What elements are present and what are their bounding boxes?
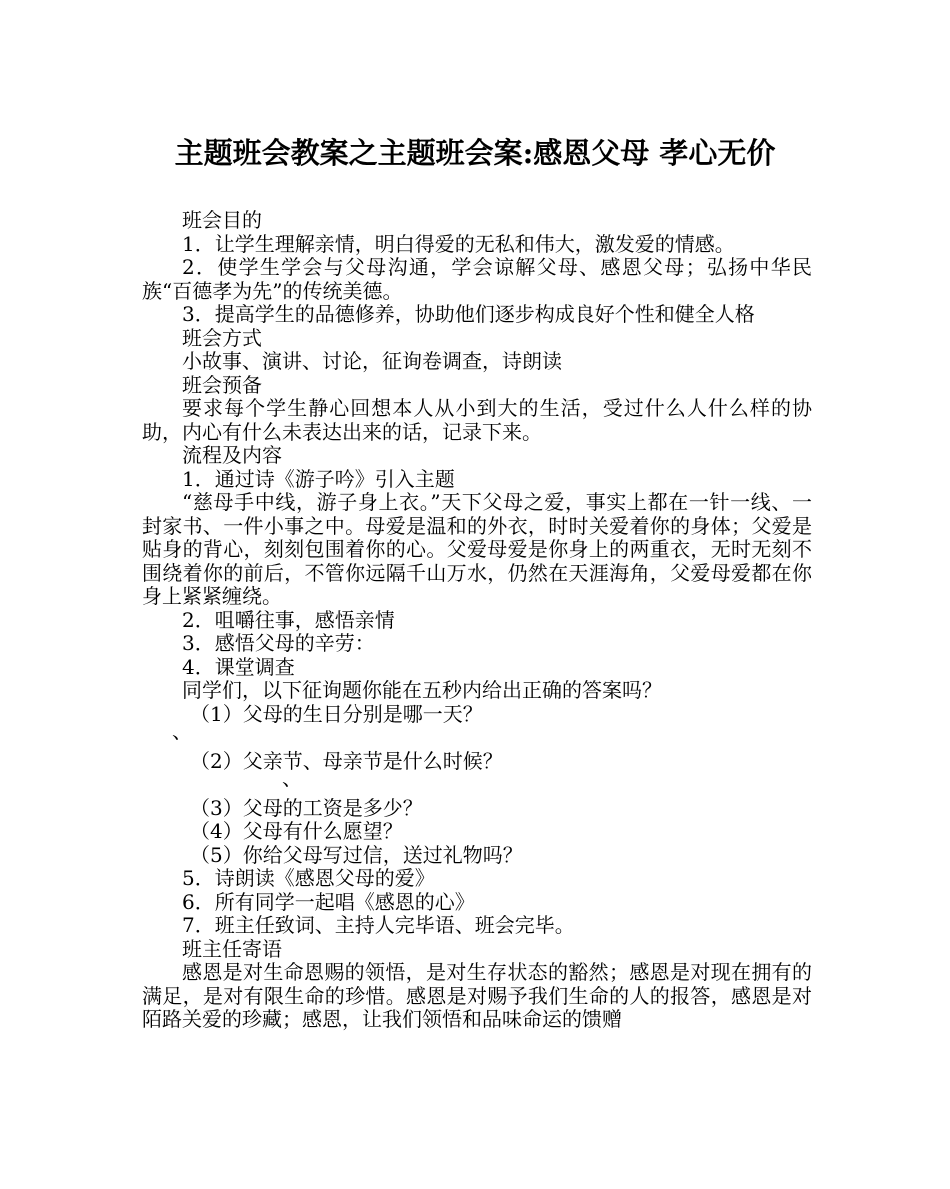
answer-blank-mark-2 xyxy=(142,766,812,797)
survey-question-2: （2）父亲节、母亲节是什么时候？ xyxy=(190,748,503,773)
method-text: 小故事、演讲、讨论，征询卷调查，诗朗读 xyxy=(182,349,562,373)
process-step-6: 6．所有同学一起唱《感恩的心》 xyxy=(182,889,475,914)
answer-blank-mark-1 xyxy=(142,719,812,750)
teacher-message-text: 感恩是对生命恩赐的领悟，是对生存状态的豁然；感恩是对现在拥有的满足，是对有限生命的珍惜。感恩是对赐予我们生命的人的报答，感恩是对陌路关爱的珍藏；感恩，让我们领悟和品味命运的馈赠 xyxy=(142,960,812,1031)
survey-question-1: （1）父母的生日分别是哪一天？ xyxy=(190,701,483,726)
heading-preparation: 班会预备 xyxy=(182,372,262,397)
process-step-3: 3．感悟父母的辛劳： xyxy=(182,631,375,655)
poem-intro-text: “慈母手中线，游子身上衣。”天下父母之爱，事实上都在一针一线、一封家书、一件小事之中。母爱是温和的外衣，时时关爱着你的身体；父爱是贴身的背心，刻刻包围着你的心。父爱母爱是你身上的两重衣，无时无刻不围绕着你的前后，不管你远隔千山万水，仍然在天涯海角，父爱母爱都在你身上紧紧缠绕。 xyxy=(142,490,812,608)
answer-blank-mark-2-text: 、 xyxy=(282,766,302,790)
purpose-item-1: 1．让学生理解亲情，明白得爱的无私和伟大，激发爱的情感。 xyxy=(182,231,735,256)
process-step-5: 5．诗朗读《感恩父母的爱》 xyxy=(182,866,435,890)
preparation-text: 要求每个学生静心回想本人从小到大的生活，受过什么人什么样的协助，内心有什么未表达出来的话，记录下来。 xyxy=(142,396,812,444)
heading-process: 流程及内容 xyxy=(182,443,282,467)
survey-intro: 同学们，以下征询题你能在五秒内给出正确的答案吗？ xyxy=(182,678,662,702)
heading-method: 班会方式 xyxy=(182,325,262,350)
heading-teacher-message: 班主任寄语 xyxy=(182,936,282,961)
process-step-7: 7．班主任致词、主持人完毕语、班会完毕。 xyxy=(182,913,575,937)
survey-question-5: （5）你给父母写过信，送过礼物吗？ xyxy=(190,842,523,867)
survey-question-4: （4）父母有什么愿望？ xyxy=(190,819,403,843)
process-step-2: 2．咀嚼往事，感悟亲情 xyxy=(182,607,395,632)
survey-question-3: （3）父母的工资是多少？ xyxy=(190,795,423,820)
document-body xyxy=(142,209,812,1032)
purpose-item-3: 3．提高学生的品德修养，协助他们逐步构成良好个性和健全人格 xyxy=(182,302,755,326)
purpose-item-2: 2．使学生学会与父母沟通，学会谅解父母、感恩父母；弘扬中华民族“百德孝为先”的传统美德。 xyxy=(142,255,812,303)
process-step-1: 1．通过诗《游子吟》引入主题 xyxy=(182,466,455,491)
heading-purpose: 班会目的 xyxy=(182,208,262,232)
document-title: 主题班会教案之主题班会案:感恩父母 孝心无价 xyxy=(174,136,776,170)
process-step-4: 4．课堂调查 xyxy=(182,654,295,679)
answer-blank-mark-1-text: 、 xyxy=(172,719,192,743)
